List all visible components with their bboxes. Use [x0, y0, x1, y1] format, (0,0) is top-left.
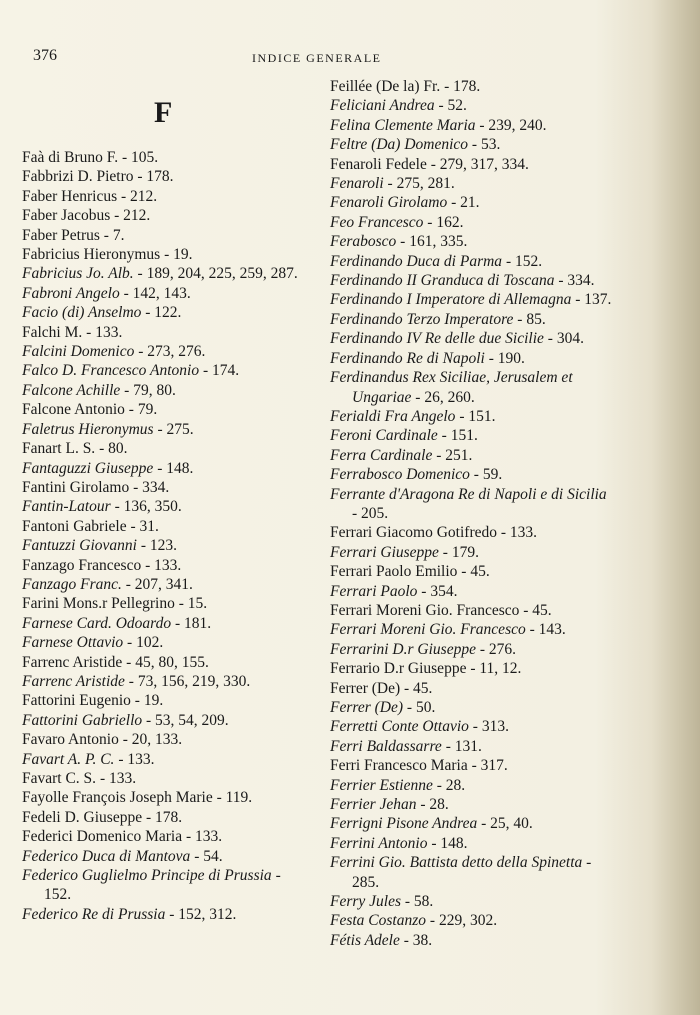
index-entry — [22, 323, 307, 342]
index-entry-name: Ferrer (De) — [330, 679, 401, 697]
index-entry-name: Ferry Jules — [330, 893, 402, 911]
index-entry — [330, 329, 615, 348]
index-entry-name: Ferrari Giuseppe — [330, 543, 439, 561]
index-entry-name: Ferialdi Fra Angelo — [330, 407, 456, 425]
index-entry-name: Fantoni Gabriele — [22, 517, 127, 535]
index-entry-name: Ferrari Paolo — [330, 582, 418, 600]
index-entry — [22, 303, 307, 322]
index-entry-page-refs: - 20, 133. — [118, 731, 183, 749]
index-entry-name: Ferdinando Re di Napoli — [330, 349, 485, 367]
index-entry-name: Fattorini Gabriello — [22, 711, 143, 729]
index-entry-page-refs: - 102. — [123, 634, 164, 652]
index-entry — [22, 614, 307, 633]
index-entry-page-refs: - 28. — [416, 796, 449, 814]
index-entry — [330, 543, 615, 562]
index-entry-page-refs: - 131. — [441, 737, 482, 755]
index-entry-page-refs: - 133. — [82, 323, 123, 341]
index-entry — [330, 407, 615, 426]
index-entry-name: Festa Costanzo — [330, 912, 427, 930]
index-entry — [330, 892, 615, 911]
index-entry-page-refs: - 174. — [199, 362, 240, 380]
index-entry-name: Ferrari Moreni Gio. Francesco — [330, 601, 520, 619]
index-entry — [22, 575, 307, 594]
index-entry-page-refs: - 190. — [484, 349, 525, 367]
index-entry — [330, 193, 615, 212]
index-entry — [330, 155, 615, 174]
index-entry-page-refs: - 19. — [130, 692, 164, 710]
index-entry-page-refs: - 137. — [571, 291, 612, 309]
index-entry — [330, 814, 615, 833]
index-entry-page-refs: - 179. — [438, 543, 479, 561]
index-entry — [330, 582, 615, 601]
index-entry-page-refs: - 229, 302. — [426, 912, 498, 930]
index-entry-page-refs: - 178. — [440, 78, 481, 95]
index-entry-page-refs: - 205. — [352, 504, 389, 522]
index-entry-name: Falcini Domenico — [22, 343, 135, 361]
index-entry-name: Ferdinando Duca di Parma — [330, 252, 503, 270]
index-entry-page-refs: - 148. — [427, 834, 468, 852]
index-entry — [22, 517, 307, 536]
index-entry — [330, 601, 615, 620]
index-entry-name: Ferri Francesco Maria — [330, 757, 468, 775]
index-entry-name: Ferdinandus Rex Siciliae, Jerusalem et Ungariae — [330, 369, 573, 406]
index-entry-page-refs: - 122. — [141, 304, 182, 322]
index-entry-page-refs: - 19. — [160, 246, 193, 264]
index-entry — [22, 459, 307, 478]
index-entry — [22, 788, 307, 807]
index-entry-page-refs: - 189, 204, 225, 259, 287. — [133, 265, 298, 283]
index-entry-name: Fantin-Latour — [22, 498, 111, 516]
index-entry-page-refs: - 133. — [141, 556, 182, 574]
index-entry — [330, 271, 615, 290]
index-entry-name: Ferrini Gio. Battista detto della Spinetta — [330, 854, 583, 872]
index-entry-name: Ferrini Antonio — [330, 834, 428, 852]
index-entry — [330, 523, 615, 542]
index-entry-name: Faà di Bruno F. — [22, 149, 119, 166]
index-entry-name: Farrenc Aristide — [22, 653, 123, 671]
index-entry-name: Ferrigni Pisone Andrea — [330, 815, 478, 833]
index-entry-page-refs: - 313. — [468, 718, 509, 736]
index-entry-name: Ferrari Paolo Emilio — [330, 563, 458, 581]
index-entry-page-refs: - 52. — [434, 97, 467, 115]
index-entry-page-refs: - 133. — [96, 770, 137, 787]
index-entry-name: Ferabosco — [330, 233, 397, 251]
index-entry-page-refs: - 151. — [455, 407, 496, 425]
index-entry-page-refs: - 123. — [136, 537, 178, 555]
index-entry-page-refs: - 273, 276. — [134, 343, 206, 361]
index-entry-name: Fattorini Eugenio — [22, 692, 131, 710]
index-entry-page-refs: - 119. — [212, 789, 253, 807]
page-number: 376 — [33, 47, 57, 64]
index-entry-name: Ferrabosco Domenico — [330, 466, 470, 484]
index-entry — [22, 478, 307, 497]
index-entry-name: Feltre (Da) Domenico — [330, 136, 469, 154]
index-entry — [330, 620, 615, 639]
index-entry — [22, 187, 307, 206]
index-entry-name: Faber Henricus — [22, 187, 118, 205]
index-entry-page-refs: - 275. — [153, 420, 194, 438]
index-entry-page-refs: - 25, 40. — [477, 815, 533, 833]
index-entry-page-refs: - 38. — [399, 931, 433, 949]
index-entry-page-refs: - 181. — [171, 614, 212, 632]
index-entry-name: Ferrario D.r Giuseppe — [330, 660, 467, 678]
index-entry — [22, 420, 307, 439]
index-entry-page-refs: - 334. — [129, 478, 170, 496]
index-entry-name: Ferrante d'Aragona Re di Napoli e di Sicilia — [330, 485, 607, 503]
index-entry-name: Farnese Ottavio — [22, 634, 124, 652]
index-entry-page-refs: - 178. — [142, 808, 183, 826]
index-entry-name: Fayolle François Joseph Marie — [22, 789, 213, 807]
index-entry-page-refs: - 53. — [468, 136, 501, 154]
index-entry — [22, 847, 307, 866]
index-entry — [22, 148, 307, 167]
index-entry-page-refs: - 15. — [174, 595, 208, 613]
index-entry — [22, 439, 307, 458]
index-entry — [330, 446, 615, 465]
index-entry — [330, 174, 615, 193]
index-entry-page-refs: - 105. — [118, 149, 159, 166]
index-entry-name: Ferdinando Terzo Imperatore — [330, 310, 514, 328]
index-entry-page-refs: - 133. — [114, 750, 155, 768]
index-entry — [330, 659, 615, 678]
index-entry-name: Farini Mons.r Pellegrino — [22, 595, 175, 613]
index-entry — [330, 737, 615, 756]
index-entry — [330, 853, 615, 892]
index-entry-page-refs: - 143. — [525, 621, 566, 639]
index-entry-page-refs: - 133. — [182, 828, 223, 846]
index-entry — [22, 653, 307, 672]
index-entry-name: Facio (di) Anselmo — [22, 304, 142, 322]
index-entry — [330, 252, 615, 271]
index-entry-page-refs: - 285. — [352, 854, 592, 891]
index-entry — [22, 381, 307, 400]
index-entry-page-refs: - 207, 341. — [121, 575, 193, 593]
index-entry-page-refs: - 79. — [124, 401, 158, 419]
index-entry — [22, 750, 307, 769]
index-entry — [22, 342, 307, 361]
index-entry-name: Fenaroli — [330, 175, 384, 193]
index-entry-page-refs: - 151. — [437, 427, 478, 445]
index-entry-name: Fanzago Franc. — [22, 575, 122, 593]
index-entry — [22, 206, 307, 225]
index-entry — [22, 361, 307, 380]
index-entry-name: Faber Petrus — [22, 226, 100, 244]
index-entry-name: Fedeli D. Giuseppe — [22, 808, 143, 826]
index-entry-page-refs: - 50. — [403, 699, 436, 716]
index-entry-name: Fanzago Francesco — [22, 556, 142, 574]
index-entry-page-refs: - 54. — [190, 847, 223, 865]
index-entry — [22, 769, 307, 788]
index-entry-page-refs: - 162. — [423, 213, 464, 231]
index-entry-name: Fenaroli Fedele — [330, 155, 427, 173]
index-entry — [22, 497, 307, 516]
index-entry — [330, 368, 615, 407]
index-entry-page-refs: - 26, 260. — [411, 388, 475, 406]
index-entry-name: Ferrari Moreni Gio. Francesco — [330, 621, 526, 639]
index-entry-page-refs: - 79, 80. — [120, 381, 176, 399]
index-entry — [330, 679, 615, 698]
index-entry-page-refs: - 276. — [475, 640, 516, 658]
index-entry-page-refs: - 148. — [153, 459, 194, 477]
index-entry-name: Falco D. Francesco Antonio — [22, 362, 200, 380]
index-entry-name: Ferrier Estienne — [330, 776, 433, 794]
index-entry — [330, 135, 615, 154]
index-entry — [330, 485, 615, 524]
index-entry-name: Ferrer (De) — [330, 699, 404, 716]
index-entry-name: Favaro Antonio — [22, 731, 119, 749]
index-entry-page-refs: - 279, 317, 334. — [426, 155, 529, 173]
index-entry — [330, 795, 615, 814]
index-entry — [330, 911, 615, 930]
index-entry — [330, 931, 615, 950]
index-entry — [330, 349, 615, 368]
index-entry-page-refs: - 178. — [133, 168, 174, 186]
index-entry-name: Federici Domenico Maria — [22, 828, 183, 846]
running-title: INDICE GENERALE — [252, 51, 382, 65]
index-entry-name: Falcone Antonio — [22, 401, 125, 419]
index-entry — [330, 562, 615, 581]
index-entry — [330, 232, 615, 251]
index-entry — [22, 536, 307, 555]
index-entry-page-refs: - 58. — [401, 893, 434, 911]
index-entry-page-refs: - 31. — [126, 517, 159, 535]
index-entry — [22, 730, 307, 749]
index-entry-page-refs: - 45. — [457, 563, 490, 581]
index-entry-name: Fantuzzi Giovanni — [22, 537, 137, 555]
index-entry-name: Ferrari Giacomo Gotifredo — [330, 524, 497, 542]
index-entry-page-refs: - 53, 54, 209. — [142, 711, 229, 729]
index-entry — [330, 213, 615, 232]
index-entry — [22, 226, 307, 245]
index-entry-page-refs: - 73, 156, 219, 330. — [124, 672, 251, 690]
index-entry-name: Ferrarini D.r Giuseppe — [330, 640, 476, 658]
index-entry-page-refs: - 239, 240. — [475, 116, 547, 134]
index-entry — [22, 167, 307, 186]
index-entry — [330, 290, 615, 309]
index-entry — [22, 672, 307, 691]
index-entry-page-refs: - 45. — [519, 601, 552, 619]
index-entry — [22, 905, 307, 924]
index-entry-page-refs: - 136, 350. — [110, 498, 182, 516]
index-entry-name: Fabroni Angelo — [22, 284, 120, 302]
index-entry-name: Feliciani Andrea — [330, 97, 435, 115]
index-entry-name: Ferri Baldassarre — [330, 737, 442, 755]
index-entry-page-refs: - 152, 312. — [165, 905, 237, 923]
index-entry-page-refs: - 152. — [502, 252, 543, 270]
index-entry-name: Farrenc Aristide — [22, 672, 125, 690]
index-entry-name: Fétis Adele — [330, 931, 400, 949]
index-entry-page-refs: - 161, 335. — [396, 233, 468, 251]
index-entry — [22, 866, 307, 905]
index-entry-page-refs: - 45. — [400, 679, 433, 697]
index-entry-name: Favart A. P. C. — [22, 750, 115, 768]
index-entry-name: Feillée (De la) Fr. — [330, 78, 441, 95]
index-entry — [330, 465, 615, 484]
index-entry-page-refs: - 212. — [110, 207, 151, 225]
index-entry-name: Ferdinando I Imperatore di Allemagna — [330, 291, 572, 309]
index-entry — [22, 556, 307, 575]
index-entry-page-refs: - 28. — [432, 776, 466, 794]
index-entry-page-refs: - 21. — [447, 194, 480, 212]
index-entry-name: Fabricius Jo. Alb. — [22, 265, 134, 283]
index-entry — [330, 96, 615, 115]
index-entry-page-refs: - 45, 80, 155. — [122, 653, 209, 671]
index-entry-name: Fantaguzzi Giuseppe — [22, 459, 154, 477]
index-entry-name: Felina Clemente Maria — [330, 116, 476, 134]
index-entry — [22, 711, 307, 730]
index-entry — [22, 594, 307, 613]
index-entry-page-refs: - 142, 143. — [119, 284, 191, 302]
index-column-left — [22, 148, 307, 924]
index-entry-page-refs: - 275, 281. — [383, 175, 455, 193]
index-entry-name: Faber Jacobus — [22, 207, 111, 225]
index-entry-name: Feo Francesco — [330, 213, 424, 231]
index-entry-name: Faletrus Hieronymus — [22, 420, 154, 438]
index-entry-page-refs: - 152. — [44, 867, 281, 904]
index-entry — [22, 633, 307, 652]
index-entry-page-refs: - 7. — [99, 226, 125, 244]
index-entry-name: Federico Guglielmo Principe di Prussia — [22, 867, 272, 885]
index-entry-name: Ferrier Jehan — [330, 796, 417, 814]
index-entry-page-refs: - 133. — [497, 524, 538, 542]
index-entry — [22, 808, 307, 827]
index-entry — [330, 717, 615, 736]
index-entry — [330, 426, 615, 445]
index-entry-name: Ferdinando IV Re delle due Sicilie — [330, 330, 544, 348]
index-entry-name: Fanart L. S. — [22, 440, 96, 458]
index-entry-page-refs: - 85. — [513, 310, 546, 328]
index-entry-name: Falchi M. — [22, 323, 83, 341]
index-entry — [330, 77, 615, 96]
index-entry — [330, 756, 615, 775]
index-entry — [22, 284, 307, 303]
index-entry-name: Ferdinando II Granduca di Toscana — [330, 272, 555, 290]
index-entry-name: Federico Re di Prussia — [22, 905, 166, 923]
index-column-right — [330, 77, 615, 950]
index-entry-page-refs: - 251. — [432, 446, 473, 464]
index-entry-page-refs: - 304. — [543, 330, 584, 348]
index-entry-name: Federico Duca di Mantova — [22, 847, 191, 865]
index-entry — [22, 245, 307, 264]
index-entry — [330, 698, 615, 717]
index-entry-name: Ferra Cardinale — [330, 446, 433, 464]
index-entry-page-refs: - 11, 12. — [466, 660, 522, 678]
index-entry — [22, 827, 307, 846]
index-entry-name: Ferretti Conte Ottavio — [330, 718, 469, 736]
index-entry-name: Fenaroli Girolamo — [330, 194, 448, 212]
index-entry-name: Fabricius Hieronymus — [22, 246, 161, 264]
index-entry — [330, 116, 615, 135]
index-entry-page-refs: - 354. — [417, 582, 458, 600]
index-entry-name: Feroni Cardinale — [330, 427, 438, 445]
index-entry-page-refs: - 59. — [469, 466, 503, 484]
index-entry — [22, 400, 307, 419]
index-entry — [330, 776, 615, 795]
index-entry-page-refs: - 80. — [95, 440, 128, 458]
index-entry-name: Falcone Achille — [22, 381, 121, 399]
index-entry — [22, 691, 307, 710]
index-entry — [330, 310, 615, 329]
index-entry-name: Farnese Card. Odoardo — [22, 614, 172, 632]
section-letter-heading: F — [154, 96, 173, 129]
index-entry-page-refs: - 334. — [554, 272, 595, 290]
index-entry-name: Fantini Girolamo — [22, 478, 130, 496]
index-entry-page-refs: - 212. — [117, 187, 158, 205]
index-entry-name: Favart C. S. — [22, 770, 97, 787]
index-entry-page-refs: - 317. — [467, 757, 508, 775]
index-entry — [22, 264, 307, 283]
index-entry-name: Fabbrizi D. Pietro — [22, 168, 134, 186]
index-entry — [330, 640, 615, 659]
index-entry — [330, 834, 615, 853]
